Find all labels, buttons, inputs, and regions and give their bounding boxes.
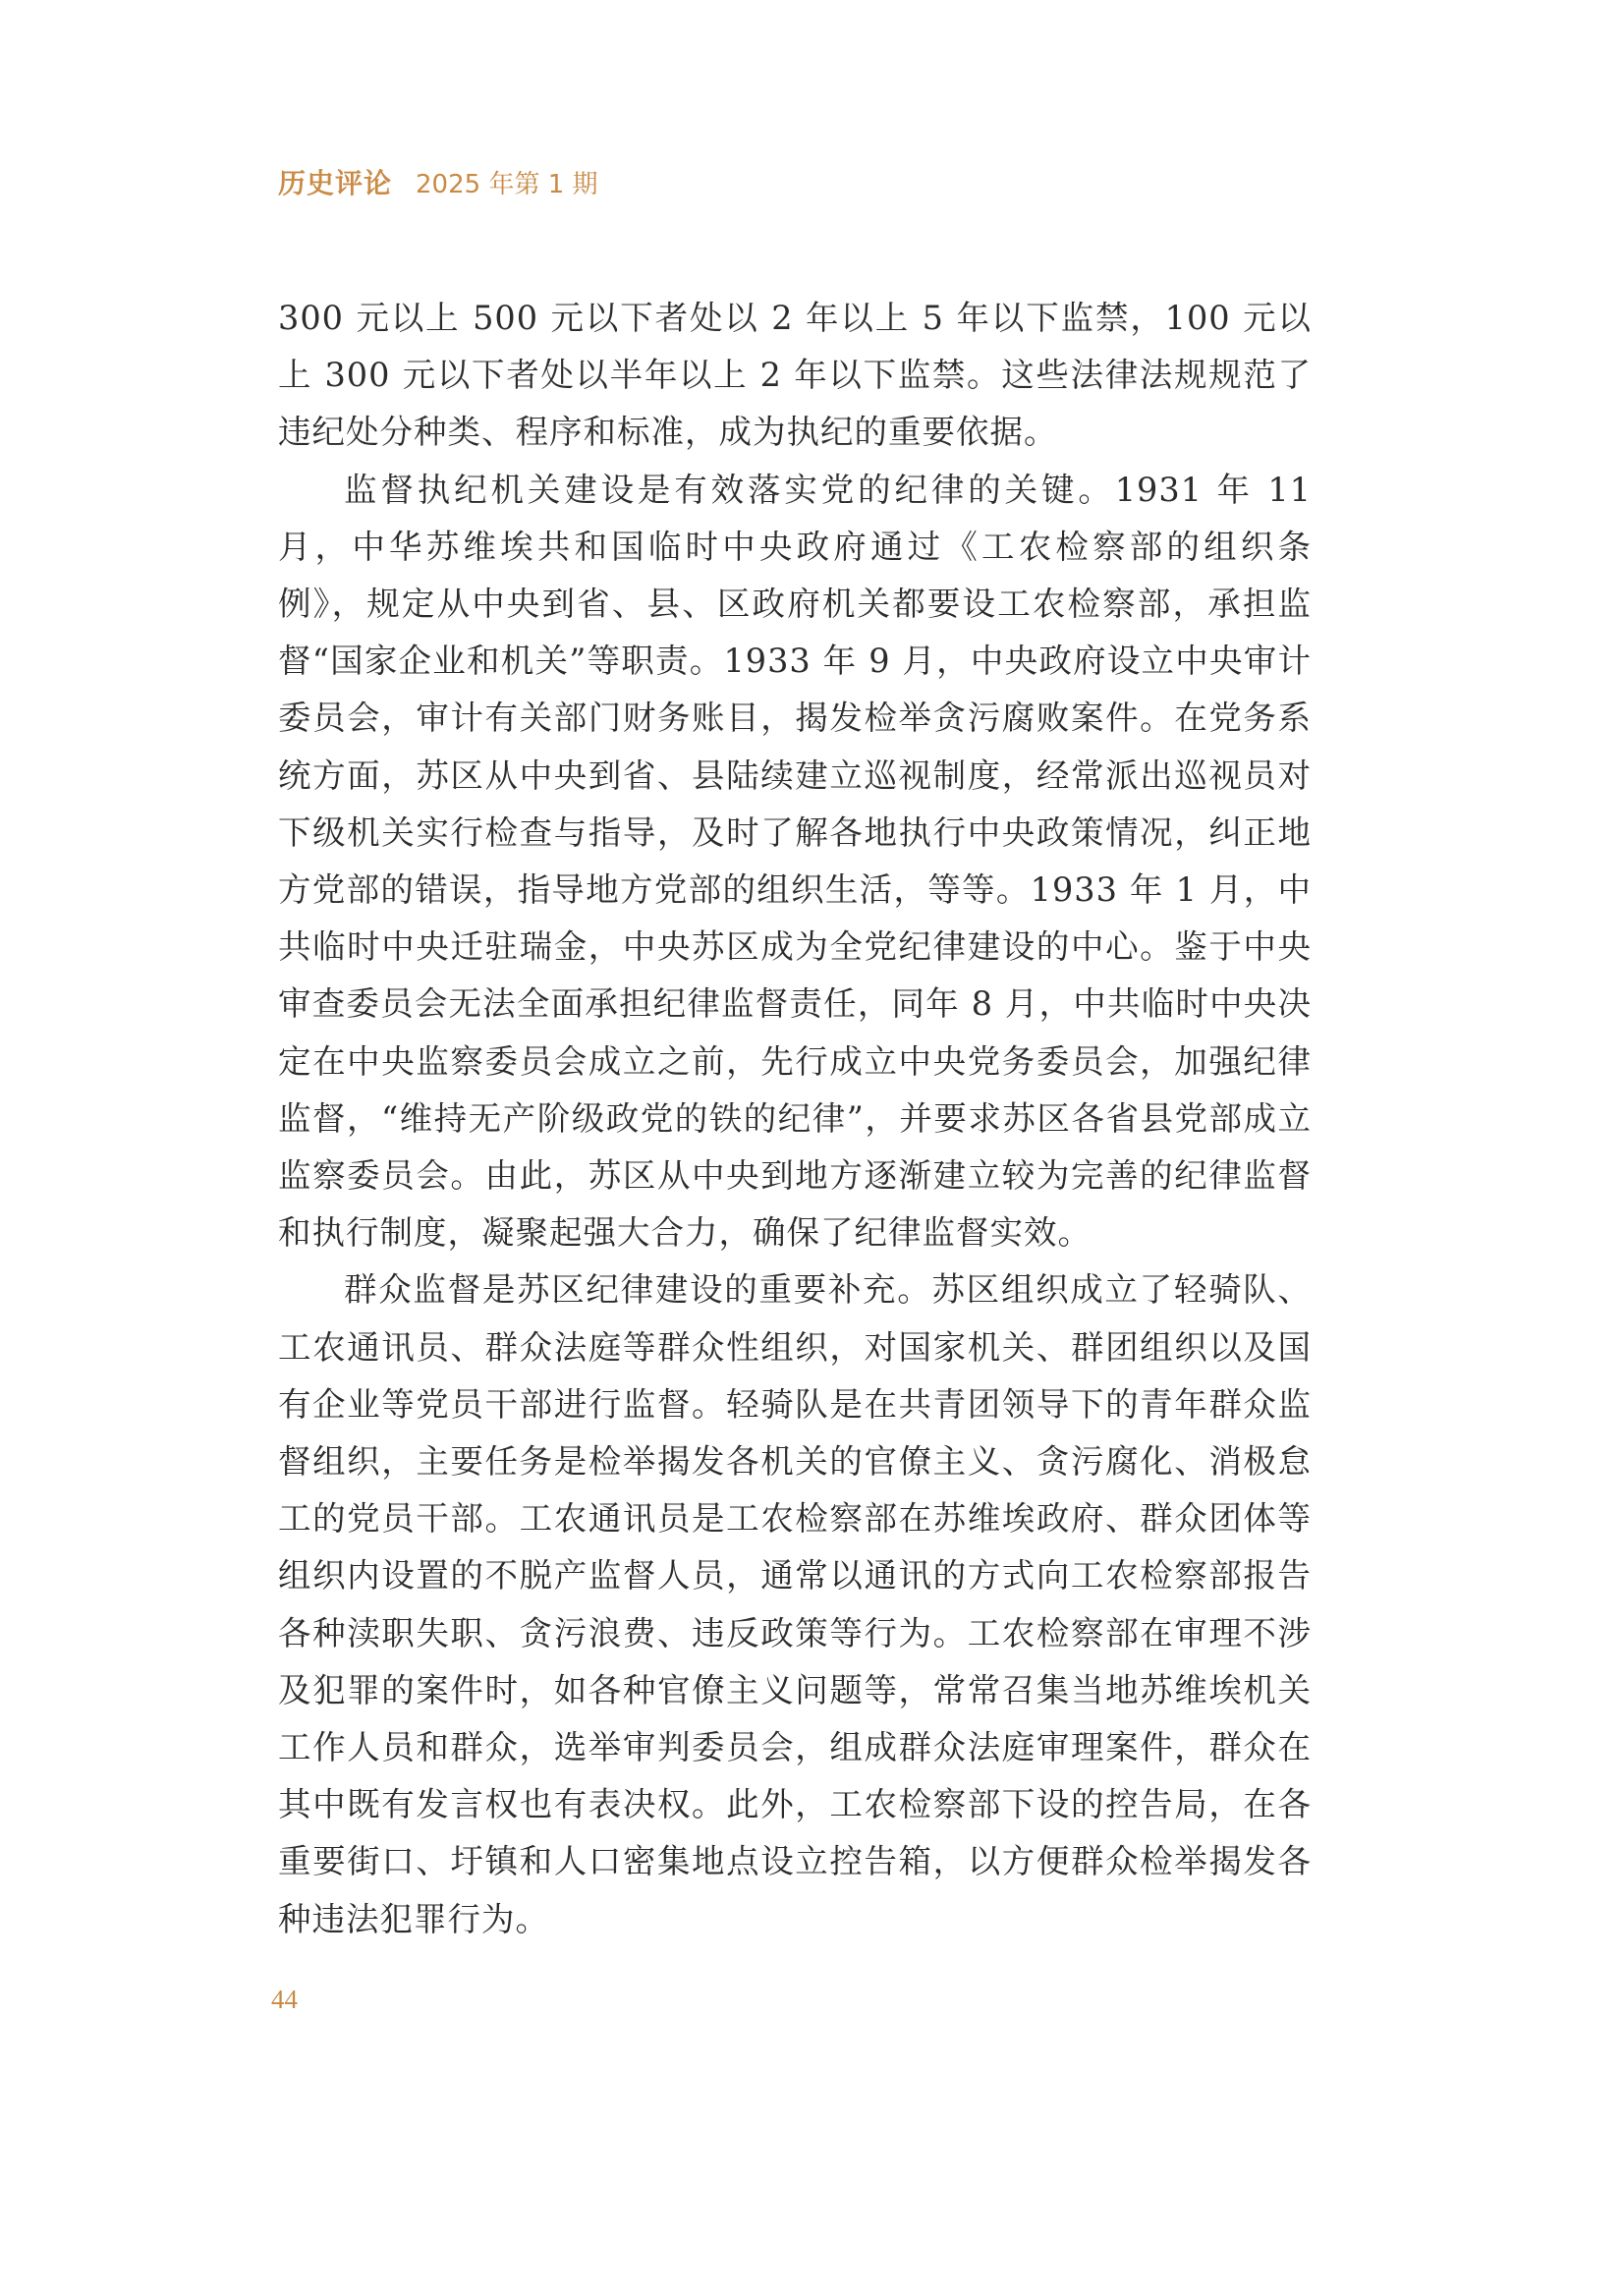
issue-label: 2025 年第 1 期 (416, 170, 598, 199)
article-body (278, 290, 1312, 1948)
running-header (278, 162, 598, 201)
journal-name: 历史评论 (278, 167, 393, 199)
page-number: 44 (271, 1985, 298, 2014)
paragraph: 监督执纪机关建设是有效落实党的纪律的关键。1931 年 11 月，中华苏维埃共和国临时中央政府通过《工农检察部的组织条例》，规定从中央到省、县、区政府机关都要设工农检察部，承担监督“国家企业和机关”等职责。1933 年 9 月，中央政府设立中央审计委员会，审计有关部门财务账目，揭发检举贪污腐败案件。在党务系统方面，苏区从中央到省、县陆续建立巡视制度，经常派出巡视员对下级机关实行检查与指导，及时了解各地执行中央政策情况，纠正地方党部的错误，指导地方党部的组织生活，等等。1933 年 1 月，中共临时中央迁驻瑞金，中央苏区成为全党纪律建设的中心。鉴于中央审查委员会无法全面承担纪律监督责任，同年 8 月，中共临时中央决定在中央监察委员会成立之前，先行成立中央党务委员会，加强纪律监督，“维持无产阶级政党的铁的纪律”，并要求苏区各省县党部成立监察委员会。由此，苏区从中央到地方逐渐建立较为完善的纪律监督和执行制度，凝聚起强大合力，确保了纪律监督实效。 (278, 470, 1312, 1253)
paragraph-continued: 300 元以上 500 元以下者处以 2 年以上 5 年以下监禁，100 元以上 300 元以下者处以半年以上 2 年以下监禁。这些法律法规规范了违纪处分种类、程序和标准，成为执纪的重要依据。 (278, 299, 1312, 452)
paragraph: 群众监督是苏区纪律建设的重要补充。苏区组织成立了轻骑队、工农通讯员、群众法庭等群众性组织，对国家机关、群团组织以及国有企业等党员干部进行监督。轻骑队是在共青团领导下的青年群众监督组织，主要任务是检举揭发各机关的官僚主义、贪污腐化、消极怠工的党员干部。工农通讯员是工农检察部在苏维埃政府、群众团体等组织内设置的不脱产监督人员，通常以通讯的方式向工农检察部报告各种渎职失职、贪污浪费、违反政策等行为。工农检察部在审理不涉及犯罪的案件时，如各种官僚主义问题等，常常召集当地苏维埃机关工作人员和群众，选举审判委员会，组成群众法庭审理案件，群众在其中既有发言权也有表决权。此外，工农检察部下设的控告局，在各重要街口、圩镇和人口密集地点设立控告箱，以方便群众检举揭发各种违法犯罪行为。 (278, 1270, 1312, 1938)
